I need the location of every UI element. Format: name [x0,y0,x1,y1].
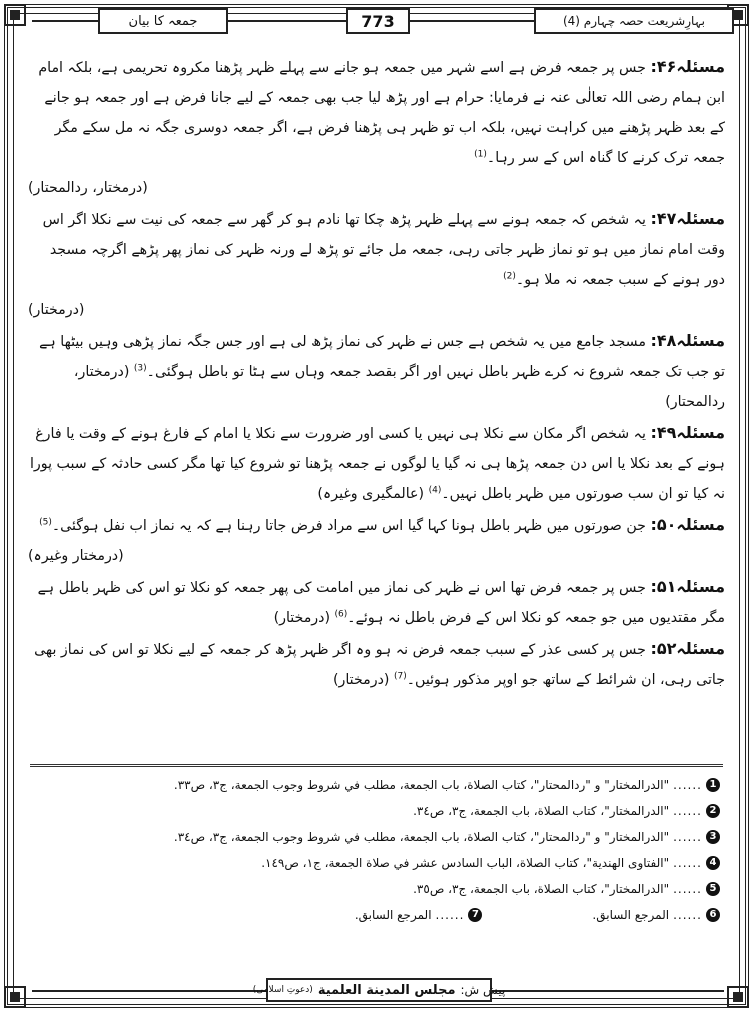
footnote-text: "الفتاوى الهندية"، كتاب الصلاة، الباب السادس عشر في صلاة الجمعة، ج١، ص١٤٩. [261,856,670,870]
masala-source: (درمختار) [273,610,331,626]
footnote-text: "الدرالمختار"، كتاب الصلاة، باب الجمعة، ج٣، ص٣٤. [413,804,670,818]
masala-text: مسجد جامع میں یہ شخص ہے جس نے ظہر کی نماز پڑھ لی ہے اور جس جگہ نماز پڑھی وہیں بیٹھا ہے تو جب تک جمعہ شروع نہ کرے ظہر باطل نہیں اور اگر بقصد جمعہ وہاں سے ہٹا تو باطل ہوگئی۔ [39,334,725,380]
header-ornament [32,20,98,22]
masala-label: مسئلہ۴۸: [650,331,725,350]
footnote-text: "الدرالمختار"، كتاب الصلاة، باب الجمعة، ج٣، ص٣٥. [413,882,670,896]
footnote-row [30,902,720,928]
footnote-number: 2 [706,804,720,818]
masala-source: (درمختار، ردالمحتار) [73,364,725,410]
footnote-item: 3 ...... "الدرالمختار" و "ردالمحتار"، كتاب الصلاة، باب الجمعة، مطلب في شروط وجوب الجمعة، ج٣، ص٣٤. [30,824,720,850]
footnote-text: المرجع السابق. [592,908,670,922]
footnote-number: 6 [706,908,720,922]
footnote-text: المرجع السابق. [354,908,432,922]
masala-text: جن صورتوں میں ظہر باطل ہونا کہا گیا اس سے مراد فرض جاتا رہنا ہے کہ یہ نماز اب نفل ہوگئی۔ [51,518,646,534]
footer-ornament [32,990,266,992]
footnote-text: "الدرالمختار" و "ردالمحتار"، كتاب الصلاة، باب الجمعة، مطلب في شروط وجوب الجمعة، ج٣، ص٣٤. [173,830,670,844]
masala-label: مسئلہ۴۹: [650,423,725,442]
footnote-number: 7 [468,908,482,922]
masala-label: مسئلہ۵۲: [650,639,725,658]
masala-paragraph [28,634,725,695]
footnote-number: 3 [706,830,720,844]
footnotes [30,772,720,928]
masala-text: یہ شخص اگر مکان سے نکلا ہی نہیں یا کسی اور ضرورت سے نکلا یا امام کے فارغ ہونے کے وقت یا فارغ ہونے کے بعد نکلا یا اس دن جمعہ پڑھا ہی نہ گیا یا لوگوں نے جمعہ پڑھنا تو شروع کیا تھا مگر کسی حادثہ کے سبب پورا نہ کیا تو ان سب صورتوں میں ظہر باطل نہیں۔ [29,426,725,502]
footnote-ref: (3) [133,363,147,374]
header-ornament [228,20,346,22]
masala-paragraph [28,572,725,633]
masala-text: جس پر جمعہ فرض ہے اسے شہر میں جمعہ ہو جانے سے پہلے ظہر پڑھنا مکروہ تحریمی ہے، بلکہ امام ابن ہمام رضی اللہ تعالٰی عنہ نے فرمایا: حرام ہے اور پڑھ لیا جب بھی جمعہ کے لیے جانا فرض ہے اور جمعہ ہو جانے کے بعد ظہر پڑھنے میں کراہت نہیں، بلکہ اب تو ظہر ہی پڑھنا فرض ہے، اگر جمعہ دوسری جگہ نہ مل سکے مگر جمعہ ترک کرنے کا گناہ اس کے سر رہا۔ [38,60,725,166]
masala-paragraph [28,52,725,203]
footnote-divider [30,764,723,765]
masala-label: مسئلہ۴۷: [650,209,725,228]
publisher-org: (دعوتِ اسلامی) [252,985,313,995]
masala-label: مسئلہ۵۱: [650,577,725,596]
page-header [22,6,731,38]
book-title: بہارِشریعت حصہ چہارم (4) [534,8,734,34]
masala-source: (درمختار) [332,672,390,688]
footnote-item: 5 ...... "الدرالمختار"، كتاب الصلاة، باب الجمعة، ج٣، ص٣٥. [30,876,720,902]
masala-paragraph [28,204,725,325]
masala-text: جس پر کسی عذر کے سبب جمعہ فرض نہ ہو وہ اگر ظہر پڑھ کر جمعہ کے لیے نکلا تو اس کی نماز بھی جاتی رہی، ان شرائط کے ساتھ جو اوپر مذکور ہوئیں۔ [34,642,725,688]
footnote-ref: (7) [393,671,407,682]
footnote-ref: (2) [503,271,516,282]
masala-source: (عالمگیری وغیرہ) [317,486,425,502]
main-text [28,52,725,696]
footnote-number: 4 [706,856,720,870]
masala-paragraph [28,418,725,509]
footnote-item: 4 ...... "الفتاوى الهندية"، كتاب الصلاة، الباب السادس عشر في صلاة الجمعة، ج١، ص١٤٩. [30,850,720,876]
footer-ornament [492,990,724,992]
footnote-ref: (1) [474,149,487,160]
footnote-number: 1 [706,778,720,792]
footnote-item: 7 ...... المرجع السابق. [355,902,483,928]
footnote-item: 6 ...... المرجع السابق. [592,902,720,928]
footnote-ref: (6) [334,609,348,620]
footnote-item: 1 ...... "الدرالمختار" و "ردالمحتار"، كتاب الصلاة، باب الجمعة، مطلب في شروط وجوب الجمعة، ج٣، ص٣٣. [30,772,720,798]
footnote-text: "الدرالمختار" و "ردالمحتار"، كتاب الصلاة، باب الجمعة، مطلب في شروط وجوب الجمعة، ج٣، ص٣٣. [173,778,670,792]
masala-text: جس پر جمعہ فرض تھا اس نے ظہر کی نماز میں امامت کی پھر جمعہ کو نکلا تو اس کی ظہر باطل ہے مگر مقتدیوں میں جو جمعہ کو نکلا اس کے فرض باطل نہ ہوئے۔ [37,580,725,626]
publisher-name: مجلس المدینة العلمیة [317,982,456,998]
masala-paragraph [28,510,725,571]
footnote-ref: (4) [428,485,442,496]
masala-label: مسئلہ۵۰: [650,515,725,534]
masala-paragraph [28,326,725,417]
masala-label: مسئلہ۴۶: [650,57,725,76]
footnote-item: 2 ...... "الدرالمختار"، كتاب الصلاة، باب الجمعة، ج٣، ص٣٤. [30,798,720,824]
presented-by-label: پیش ش: [460,983,506,997]
masala-source: (درمختار، ردالمحتار) [28,180,148,196]
chapter-title: جمعہ کا بیان [98,8,228,34]
publisher-box [252,978,506,1002]
masala-source: (درمختار) [28,302,85,318]
page-footer [22,976,731,1006]
masala-source: (درمختار وغیرہ) [28,548,124,564]
page-number: 773 [346,8,410,34]
masala-text: یہ شخص کہ جمعہ ہونے سے پہلے ظہر پڑھ چکا تھا نادم ہو کر گھر سے جمعہ کی نیت سے نکلا اگر اس وقت امام نماز میں ہو تو نماز ظہر جاتی رہی، جمعہ مل جائے تو پڑھ لے ورنہ ظہر کی نماز پھر پڑھے اگرچہ مسجد دور ہونے کے سبب جمعہ نہ ملا ہو۔ [42,212,725,288]
header-ornament [410,20,534,22]
footnote-number: 5 [706,882,720,896]
footnote-ref: (5) [39,517,52,528]
